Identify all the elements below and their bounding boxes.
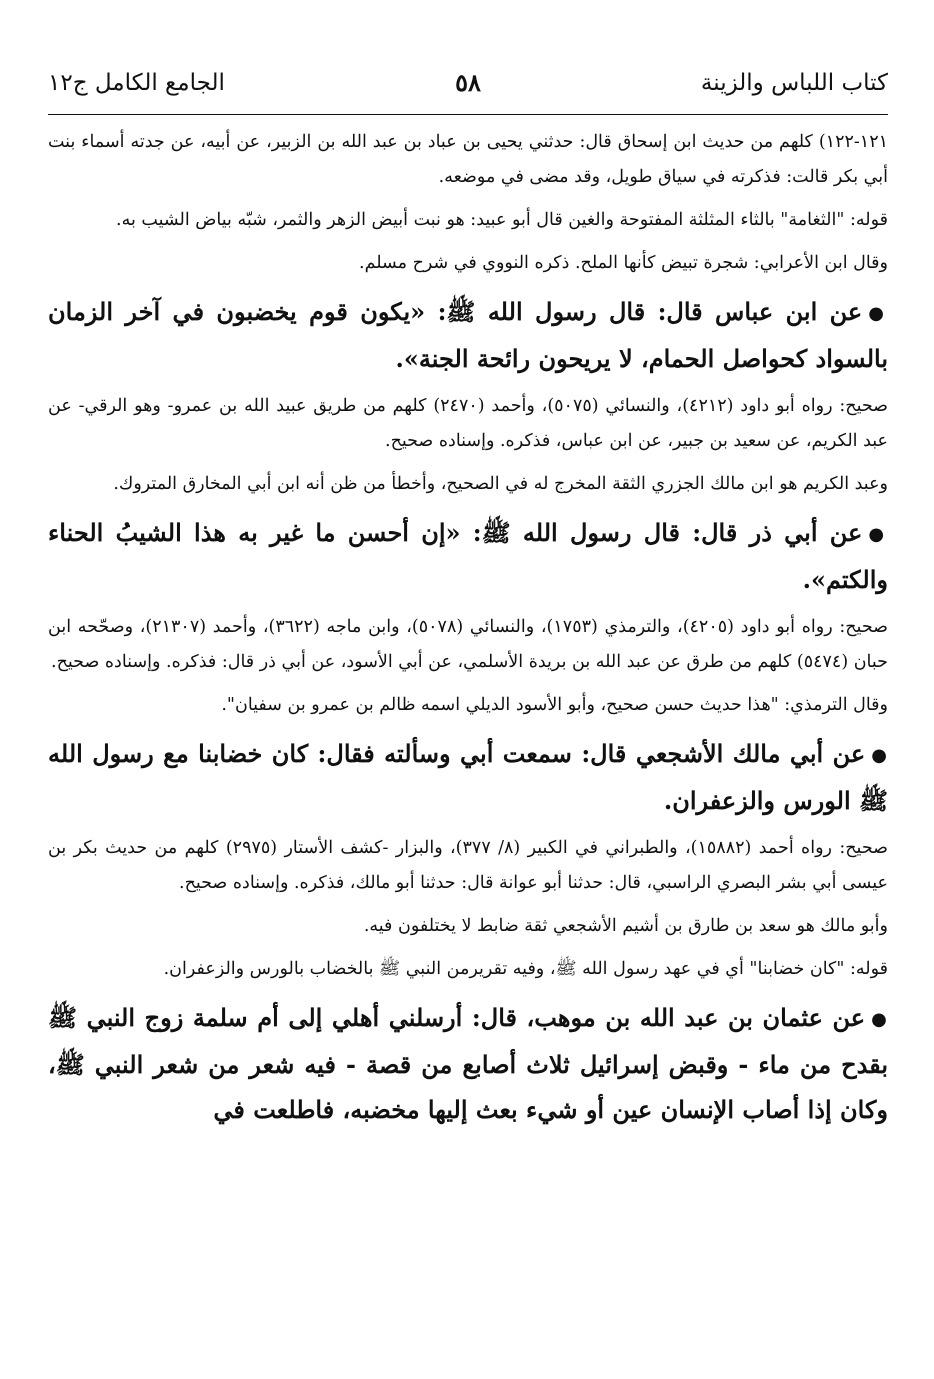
commentary-paragraph: ١٢١-١٢٢) كلهم من حديث ابن إسحاق قال: حدثني يحيى بن عباد بن عبد الله بن الزبير، عن أبيه، عن جدته أسماء بنت أبي بكر قالت: فذكرته في سياق طويل، وقد مضى في موضعه. [48, 132, 888, 187]
book-title: كتاب اللباس والزينة [700, 70, 888, 96]
hadith-paragraph [48, 995, 888, 1132]
page-body [48, 115, 888, 1132]
commentary-paragraph: قوله: "كان خضابنا" أي في عهد رسول الله ﷺ، وفيه تقريرمن النبي ﷺ بالخضاب بالورس والزعفران. [163, 959, 888, 979]
commentary-paragraph: وقال ابن الأعرابي: شجرة تبيض كأنها الملح. ذكره النووي في شرح مسلم. [359, 253, 888, 273]
hadith-text: عن أبي ذر قال: قال رسول الله ﷺ: «إن أحسن ما غير به هذا الشيبُ الحناء والكتم». [48, 518, 888, 594]
hadith-paragraph [48, 731, 888, 823]
hadith-text: عن أبي مالك الأشجعي قال: سمعت أبي وسألته فقال: كان خضابنا مع رسول الله ﷺ الورس والزعفران. [48, 739, 888, 815]
bullet-icon: ● [868, 303, 888, 324]
bullet-icon: ● [871, 1009, 888, 1030]
commentary-paragraph: وعبد الكريم هو ابن مالك الجزري الثقة المخرج له في الصحيح، وأخطأ من ظن أنه ابن أبي المخارق المتروك. [113, 474, 888, 494]
hadith-text: عن ابن عباس قال: قال رسول الله ﷺ: «يكون قوم يخضبون في آخر الزمان بالسواد كحواصل الحمام، لا يريحون رائحة الجنة». [48, 297, 888, 373]
collection-title: الجامع الكامل ج١٢ [48, 70, 225, 96]
commentary-paragraph: صحيح: رواه أبو داود (٤٢١٢)، والنسائي (٥٠٧٥)، وأحمد (٢٤٧٠) كلهم من طريق عبيد الله بن عمرو- وهو الرقي- عن عبد الكريم، عن سعيد بن جبير، عن ابن عباس، فذكره. وإسناده صحيح. [48, 396, 888, 451]
commentary-paragraph: قوله: "الثغامة" بالثاء المثلثة المفتوحة والغين قال أبو عبيد: هو نبت أبيض الزهر والثمر، شبّه بياض الشيب به. [116, 210, 888, 230]
commentary-paragraph: وأبو مالك هو سعد بن طارق بن أشيم الأشجعي ثقة ضابط لا يختلفون فيه. [363, 916, 888, 936]
commentary-paragraph: وقال الترمذي: "هذا حديث حسن صحيح، وأبو الأسود الديلي اسمه ظالم بن عمرو بن سفيان". [221, 695, 888, 715]
hadith-text: عن عثمان بن عبد الله بن موهب، قال: أرسلني أهلي إلى أم سلمة زوج النبي ﷺ بقدح من ماء - وقبض إسرائيل ثلاث أصابع من قصة - فيه شعر من شعر النبي ﷺ، وكان إذا أصاب الإنسان عين أو شيء بعث إليها مخضبه، فاطلعت في [48, 1003, 888, 1124]
commentary-paragraph: صحيح: رواه أحمد (١٥٨٨٢)، والطبراني في الكبير (٨/ ٣٧٧)، والبزار -كشف الأستار (٢٩٧٥) كلهم من حديث بكر بن عيسى أبي بشر البصري الراسبي، قال: حدثنا أبو عوانة قال: حدثنا أبو مالك، فذكره. وإسناده صحيح. [48, 838, 888, 893]
bullet-icon: ● [871, 745, 888, 766]
page-number: ٥٨ [455, 68, 481, 97]
hadith-paragraph [48, 289, 888, 381]
running-header [48, 62, 888, 115]
bullet-icon: ● [868, 524, 888, 545]
commentary-paragraph: صحيح: رواه أبو داود (٤٢٠٥)، والترمذي (١٧٥٣)، والنسائي (٥٠٧٨)، وابن ماجه (٣٦٢٢)، وأحمد (٢١٣٠٧)، وصحّحه ابن حبان (٥٤٧٤) كلهم من طرق عن عبد الله بن بريدة الأسلمي، عن أبي الأسود، عن أبي ذر قال: فذكره. وإسناده صحيح. [48, 617, 888, 672]
hadith-paragraph [48, 510, 888, 602]
